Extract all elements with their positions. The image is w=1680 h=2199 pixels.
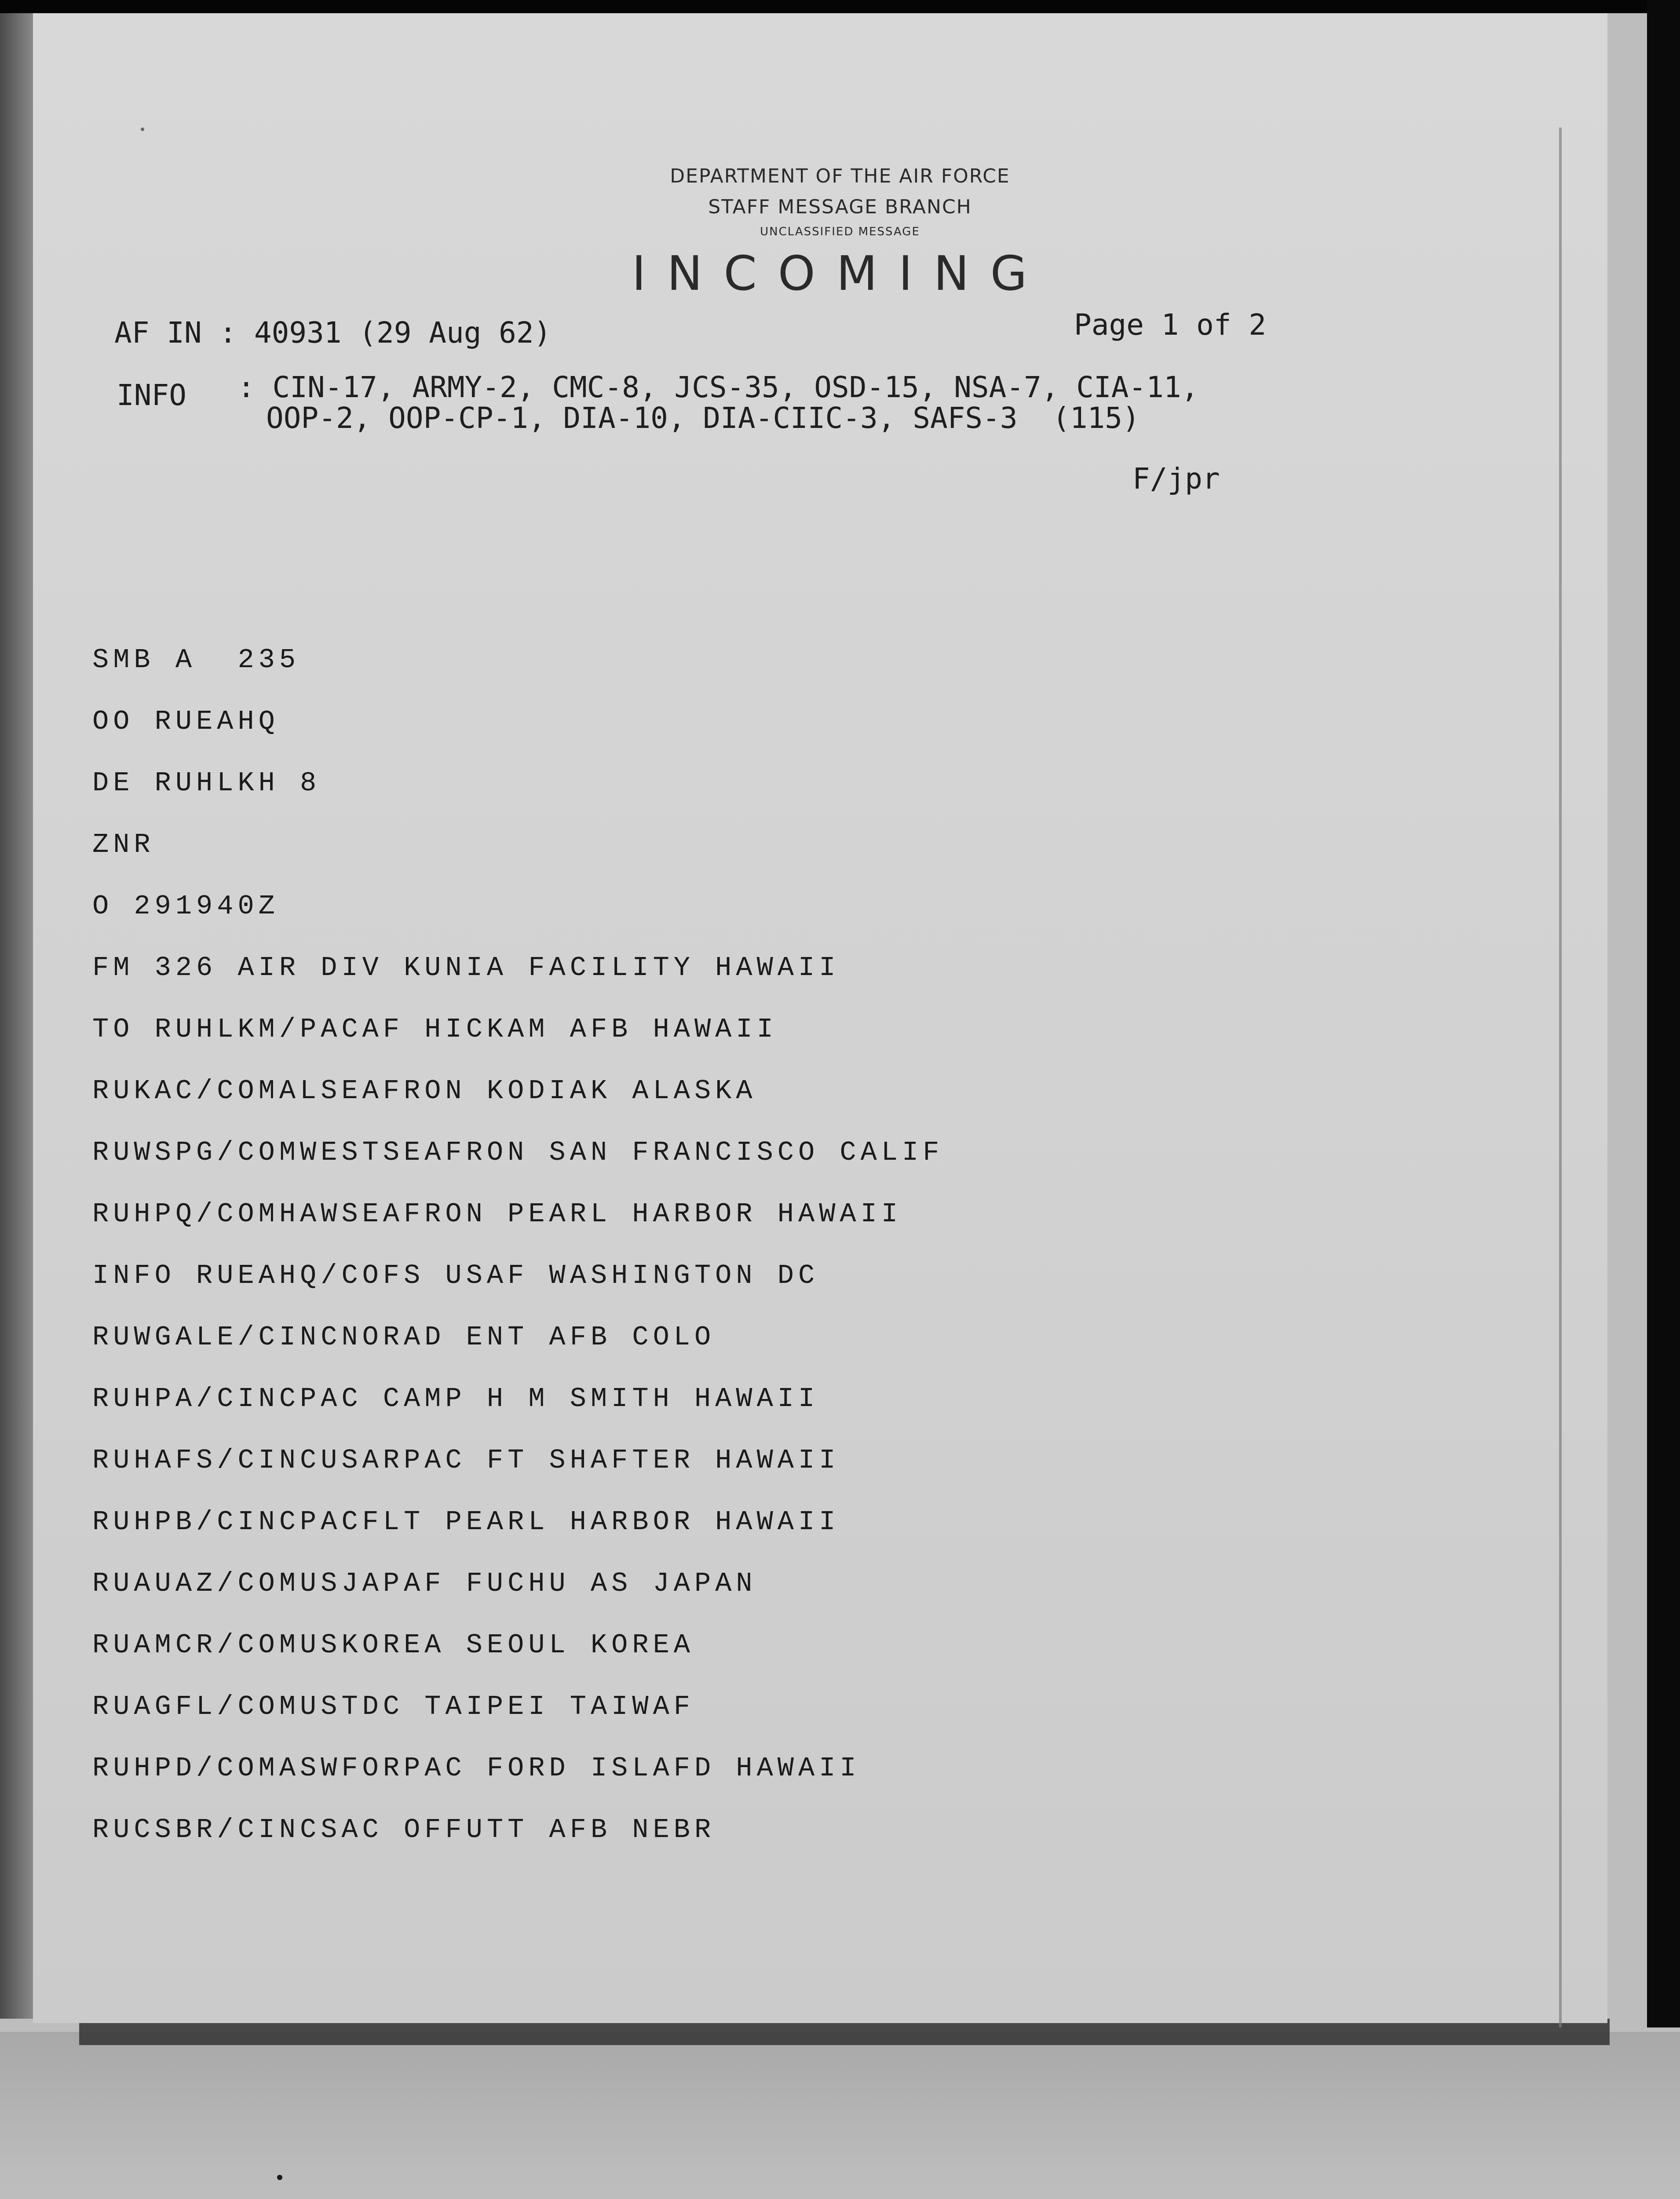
message-line: RUHPD/COMASWFORPAC FORD ISLAFD HAWAII (92, 1753, 861, 1784)
message-line: RUAGFL/COMUSTDC TAIPEI TAIWAF (92, 1691, 694, 1722)
message-line: RUWSPG/COMWESTSEAFRON SAN FRANCISCO CALIF (92, 1137, 944, 1168)
film-border-right (1647, 0, 1680, 2027)
message-line: RUKAC/COMALSEAFRON KODIAK ALASKA (92, 1075, 757, 1107)
message-line: RUAMCR/COMUSKOREA SEOUL KOREA (92, 1629, 694, 1661)
page-indicator: Page 1 of 2 (1074, 308, 1267, 342)
af-in-number: AF IN : 40931 (29 Aug 62) (114, 316, 551, 350)
classification-label: UNCLASSIFIED MESSAGE (760, 225, 920, 238)
background-below-page (0, 2032, 1680, 2199)
info-distribution-line-1: : CIN-17, ARMY-2, CMC-8, JCS-35, OSD-15, NSA-7, CIA-11, (237, 370, 1199, 404)
branch-heading: STAFF MESSAGE BRANCH (708, 196, 972, 218)
incoming-title: INCOMING (632, 246, 1048, 301)
message-line: RUHPQ/COMHAWSEAFRON PEARL HARBOR HAWAII (92, 1198, 902, 1230)
message-line: FM 326 AIR DIV KUNIA FACILITY HAWAII (92, 952, 840, 983)
film-speck (141, 128, 144, 131)
message-line: TO RUHLKM/PACAF HICKAM AFB HAWAII (92, 1014, 778, 1045)
message-line: O 291940Z (92, 891, 279, 922)
message-line: RUHPB/CINCPACFLT PEARL HARBOR HAWAII (92, 1506, 840, 1538)
message-line: RUWGALE/CINCNORAD ENT AFB COLO (92, 1322, 716, 1353)
message-line: OO RUEAHQ (92, 706, 279, 737)
message-line: RUAUAZ/COMUSJAPAF FUCHU AS JAPAN (92, 1568, 757, 1599)
info-distribution-line-2: OOP-2, OOP-CP-1, DIA-10, DIA-CIIC-3, SAFS-3 (115) (266, 401, 1140, 435)
message-line: DE RUHLKH 8 (92, 767, 321, 799)
message-line: RUHPA/CINCPAC CAMP H M SMITH HAWAII (92, 1383, 819, 1414)
message-line: SMB A 235 (92, 644, 300, 676)
message-line: RUCSBR/CINCSAC OFFUTT AFB NEBR (92, 1814, 716, 1845)
message-line: RUHAFS/CINCUSARPAC FT SHAFTER HAWAII (92, 1445, 840, 1476)
info-label: INFO (117, 378, 186, 412)
film-border-left (0, 13, 33, 2019)
department-heading: DEPARTMENT OF THE AIR FORCE (670, 165, 1010, 187)
film-speck (277, 2175, 282, 2180)
message-line: ZNR (92, 829, 155, 860)
message-line: INFO RUEAHQ/COFS USAF WASHINGTON DC (92, 1260, 819, 1291)
page-fold-line (1559, 128, 1562, 2027)
film-border-top (0, 0, 1680, 13)
operator-initials: F/jpr (1132, 462, 1220, 496)
